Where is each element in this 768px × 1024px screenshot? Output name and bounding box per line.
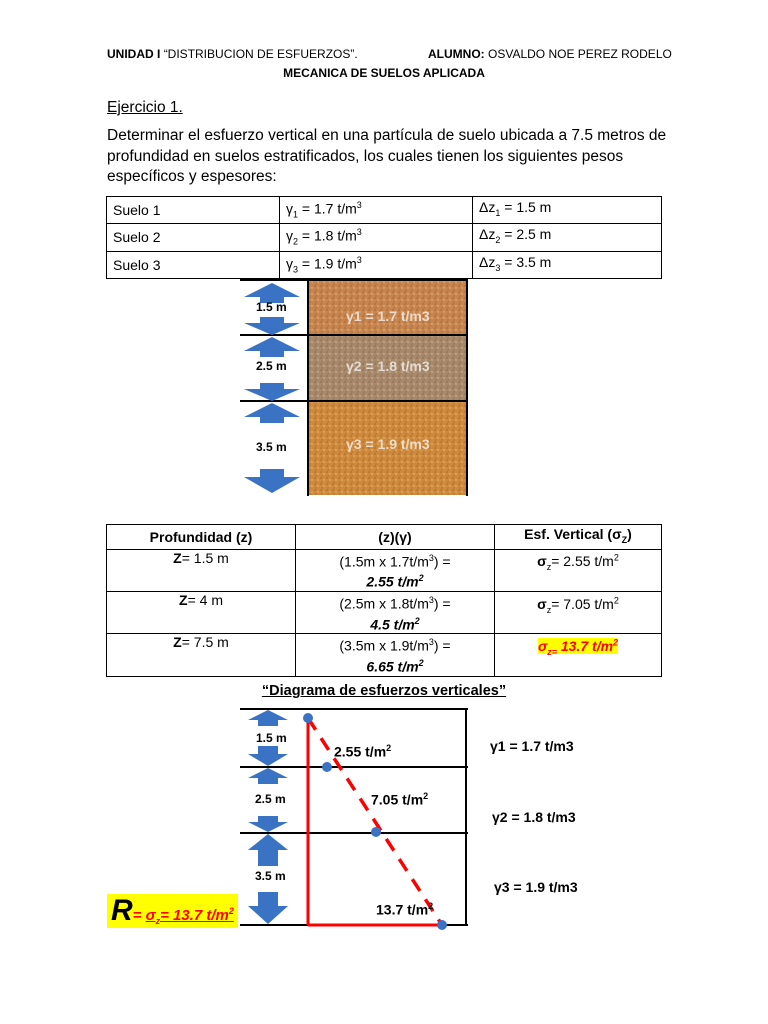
- soils-table-row: [107, 197, 662, 224]
- stress-label-1-value: 2.55 t/m: [334, 743, 387, 760]
- statement-line-1: Determinar el esfuerzo vertical en una partícula de suelo ubicada a 7.5 metros de: [107, 127, 667, 144]
- col-stress-close: ): [627, 526, 632, 542]
- stress-label-1-sup: 2: [386, 743, 392, 753]
- z-value: = 7.5 m: [181, 634, 229, 651]
- gamma-value: = 1.8 t/m: [298, 228, 357, 245]
- student-name: OSVALDO NOE PEREZ RODELO: [488, 47, 672, 61]
- sigma-value: 13.7 t/m: [557, 638, 614, 655]
- dz-value: = 3.5 m: [500, 253, 552, 270]
- stress-cell: [495, 592, 662, 634]
- sigma-symbol: σ: [537, 638, 548, 655]
- diagram-arrow-1-down: [248, 746, 288, 766]
- product-expr: (3.5m x 1.9t/m: [339, 638, 429, 655]
- z-value: = 4 m: [187, 592, 223, 609]
- soil-name: Suelo 2: [107, 224, 280, 251]
- diagram-title: “Diagrama de esfuerzos verticales”: [261, 683, 507, 699]
- stress-label-3-value: 13.7 t/m: [376, 901, 429, 918]
- statement-line-2: profundidad en suelos estratificados, los cuales tienen los siguientes pesos: [107, 148, 624, 165]
- product-cell: [296, 592, 495, 634]
- stress-value: [537, 637, 619, 657]
- sigma-symbol: σ: [537, 553, 547, 570]
- stress-label-3: [376, 901, 433, 918]
- dz-value: = 2.5 m: [500, 226, 552, 243]
- dz-subscript: 1: [495, 207, 501, 218]
- col-product: (z)(γ): [296, 525, 495, 550]
- soil-profile: [236, 279, 472, 497]
- calc-table-row: [107, 634, 662, 676]
- product-line-1: [300, 550, 490, 571]
- product-sup: 3: [428, 552, 434, 563]
- col-stress-sub: Z: [621, 534, 628, 545]
- soils-table-row: [107, 224, 662, 251]
- product-line-2: [300, 570, 490, 591]
- stress-cell: [495, 634, 662, 676]
- unit-title: “DISTRIBUCION DE ESFUERZOS”.: [163, 47, 358, 61]
- gamma-symbol: γ: [286, 228, 293, 245]
- course-title: MECANICA DE SUELOS APLICADA: [283, 66, 485, 80]
- profile-gamma-3: γ3 = 1.9 t/m3: [346, 436, 430, 452]
- product-cell: [296, 634, 495, 676]
- calc-table-row: [107, 592, 662, 634]
- depth-arrow-2-down: [244, 383, 300, 401]
- product-line-1: [300, 634, 490, 655]
- dz-symbol: Δz: [479, 198, 496, 215]
- product-result-sup: 2: [414, 615, 420, 626]
- product-result-sup: 2: [418, 658, 424, 669]
- result-box: [107, 894, 238, 928]
- diagram-depth-1: 1.5 m: [256, 731, 287, 745]
- dz-symbol: Δz: [479, 226, 496, 243]
- product-result: 4.5 t/m: [370, 616, 415, 633]
- dz-symbol: Δz: [479, 253, 496, 270]
- stress-point-2: [371, 827, 381, 837]
- header-student: [428, 47, 672, 61]
- product-expr: (2.5m x 1.8t/m: [339, 595, 429, 612]
- product-eq: ) =: [433, 553, 451, 570]
- sigma-symbol: σ: [537, 595, 547, 612]
- header-unit: [107, 47, 358, 61]
- sigma-sup: 2: [613, 595, 619, 606]
- product-line-2: [300, 655, 490, 676]
- statement-line-3: específicos y espesores:: [107, 168, 277, 185]
- product-sup: 3: [428, 595, 434, 606]
- product-eq: ) =: [433, 595, 451, 612]
- stress-cell: [495, 549, 662, 591]
- diagram-arrow-2-up: [248, 768, 288, 784]
- profile-gamma-2: γ2 = 1.8 t/m3: [346, 358, 430, 374]
- diagram-gamma-3: γ3 = 1.9 t/m3: [494, 879, 578, 895]
- product-eq: ) =: [433, 638, 451, 655]
- gamma-unit-sup: 3: [356, 227, 362, 238]
- soil-gamma: [280, 197, 473, 224]
- diagram-arrow-2-down: [248, 816, 288, 832]
- dz-subscript: 2: [495, 235, 501, 246]
- depth-cell: [107, 592, 296, 634]
- dz-subscript: 3: [495, 262, 501, 273]
- diagram-arrow-1-up: [248, 710, 288, 726]
- product-expr: (1.5m x 1.7t/m: [339, 553, 429, 570]
- diagram-gamma-1: γ1 = 1.7 t/m3: [490, 738, 574, 754]
- diagram-arrow-3-up: [248, 834, 288, 866]
- depth-arrow-3-up: [244, 403, 300, 423]
- profile-thickness-1: 1.5 m: [256, 300, 287, 314]
- sigma-subscript: z: [546, 562, 552, 573]
- sigma-sup: 2: [613, 637, 619, 648]
- exercise-title: Ejercicio 1.: [107, 99, 183, 116]
- col-stress: [495, 525, 662, 550]
- dz-value: = 1.5 m: [500, 198, 552, 215]
- result-letter: R: [111, 894, 133, 927]
- gamma-subscript: 1: [293, 209, 299, 220]
- soils-table: [106, 196, 662, 279]
- stress-label-3-sup: 2: [428, 901, 434, 911]
- sigma-sup: 2: [613, 552, 619, 563]
- stress-label-2-value: 7.05 t/m: [371, 791, 424, 808]
- gamma-subscript: 3: [293, 264, 299, 275]
- calc-table: [106, 524, 662, 677]
- profile-thickness-3: 3.5 m: [256, 440, 287, 454]
- soil-name: Suelo 3: [107, 251, 280, 278]
- product-line-1: [300, 592, 490, 613]
- product-sup: 3: [428, 637, 434, 648]
- stress-point-1: [322, 762, 332, 772]
- profile-thickness-2: 2.5 m: [256, 359, 287, 373]
- col-stress-text: Esf. Vertical (σ: [524, 526, 622, 542]
- soil-name: Suelo 1: [107, 197, 280, 224]
- diagram-gamma-2: γ2 = 1.8 t/m3: [492, 809, 576, 825]
- stress-point-3: [437, 920, 447, 930]
- product-result: 6.65 t/m: [366, 658, 419, 675]
- diagram-arrow-3-down: [248, 892, 288, 924]
- depth-cell: [107, 549, 296, 591]
- gamma-symbol: γ: [286, 200, 293, 217]
- result-value-sup: 2: [228, 906, 234, 916]
- product-line-2: [300, 613, 490, 634]
- soil-thickness: [473, 251, 662, 278]
- stress-point-0: [303, 713, 313, 723]
- product-cell: [296, 549, 495, 591]
- stress-value: [537, 595, 619, 615]
- result-sigma: σ: [145, 907, 156, 924]
- result-eq: =: [132, 907, 146, 924]
- z-label: Z: [173, 549, 182, 566]
- gamma-unit-sup: 3: [356, 200, 362, 210]
- sigma-value: = 7.05 t/m: [551, 595, 614, 612]
- soil-thickness: [473, 224, 662, 251]
- soil-gamma: [280, 251, 473, 278]
- product-result-sup: 2: [418, 573, 424, 584]
- gamma-unit-sup: 3: [356, 254, 362, 265]
- profile-gamma-1: γ1 = 1.7 t/m3: [346, 308, 430, 324]
- result-value-text: = 13.7 t/m: [160, 907, 229, 924]
- calc-table-row: [107, 549, 662, 591]
- depth-arrow-2-up: [244, 337, 300, 357]
- z-label: Z: [179, 592, 188, 609]
- unit-prefix: UNIDAD I: [107, 47, 161, 61]
- depth-arrow-1-down: [244, 317, 300, 335]
- soil-thickness: [473, 197, 662, 224]
- gamma-value: = 1.9 t/m: [298, 255, 357, 272]
- stress-label-2: [371, 791, 428, 808]
- product-result: 2.55 t/m: [366, 574, 419, 591]
- result-value: [146, 907, 234, 924]
- sigma-subscript: z=: [547, 646, 557, 657]
- stress-label-1: [334, 743, 391, 760]
- gamma-symbol: γ: [286, 255, 293, 272]
- stress-label-2-sup: 2: [423, 791, 429, 801]
- depth-arrow-3-down: [244, 469, 300, 493]
- sigma-value: = 2.55 t/m: [551, 553, 614, 570]
- soils-table-row: [107, 251, 662, 278]
- diagram-depth-2: 2.5 m: [255, 792, 286, 806]
- col-depth: Profundidad (z): [107, 525, 296, 550]
- soil-gamma: [280, 224, 473, 251]
- gamma-subscript: 2: [293, 236, 299, 247]
- sigma-subscript: z: [546, 604, 552, 615]
- student-label: ALUMNO:: [428, 47, 485, 61]
- depth-cell: [107, 634, 296, 676]
- gamma-value: = 1.7 t/m: [298, 200, 357, 217]
- z-label: Z: [173, 634, 182, 651]
- z-value: = 1.5 m: [181, 549, 229, 566]
- stress-value: [537, 552, 619, 573]
- diagram-depth-3: 3.5 m: [255, 869, 286, 883]
- result-sigma-sub: z: [155, 916, 161, 926]
